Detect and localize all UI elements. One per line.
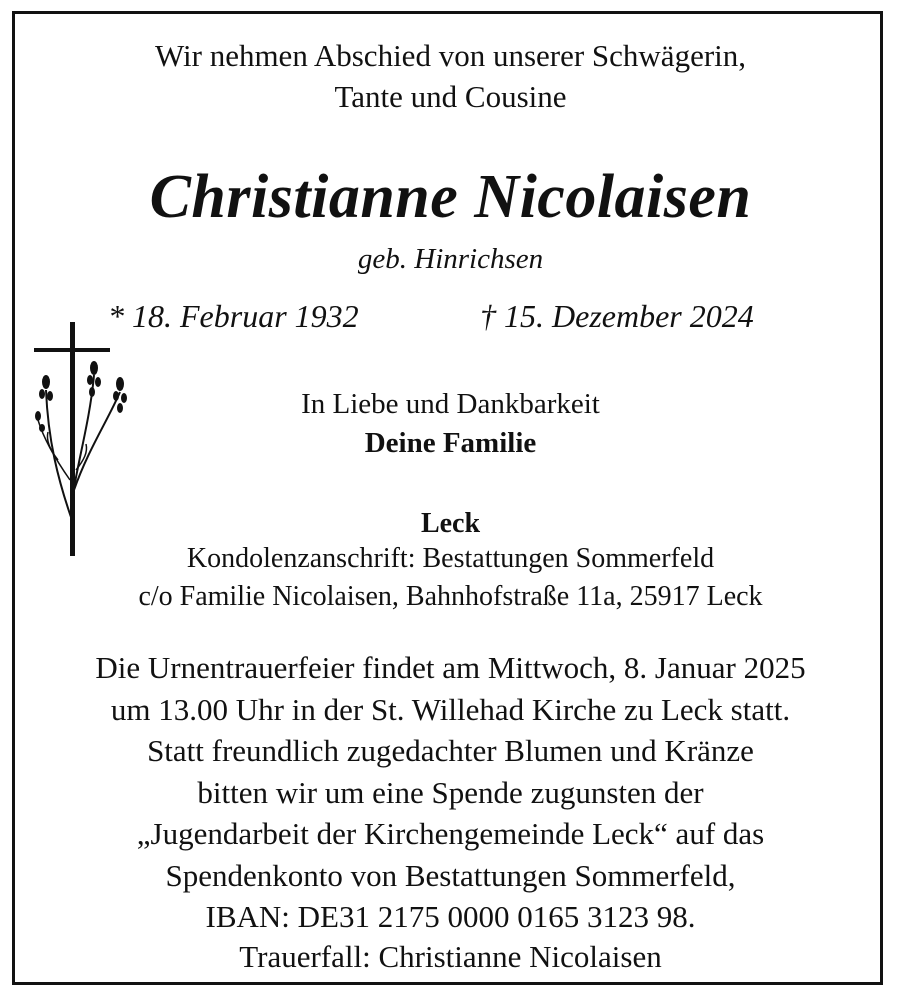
notice-line: IBAN: DE31 2175 0000 0165 3123 98.: [205, 899, 696, 934]
death-date: † 15. Dezember 2024: [480, 298, 754, 334]
maiden-name: geb. Hinrichsen: [357, 243, 544, 275]
closing-line: In Liebe und Dankbarkeit: [301, 388, 600, 420]
intro-line-2: Tante und Cousine: [334, 79, 567, 114]
notice-line: bitten wir um eine Spende zugunsten der: [197, 775, 704, 810]
family-signature: Deine Familie: [364, 427, 537, 459]
notice-line: um 13.00 Uhr in der St. Willehad Kirche zu Leck statt.: [110, 692, 791, 727]
deceased-name: Christianne Nicolaisen: [149, 163, 752, 231]
address-line-1: Kondolenzanschrift: Bestattungen Sommerfeld: [186, 543, 715, 574]
notice-line: Statt freundlich zugedachter Blumen und Kränze: [147, 733, 754, 768]
address-place: Leck: [420, 508, 481, 539]
birth-date: * 18. Februar 1932: [108, 298, 359, 334]
notice-line: Die Urnentrauerfeier findet am Mittwoch, 8. Januar 2025: [95, 650, 806, 685]
notice-line: Trauerfall: Christianne Nicolaisen: [239, 939, 662, 974]
notice-line: Spendenkonto von Bestattungen Sommerfeld,: [165, 858, 736, 893]
address-line-2: c/o Familie Nicolaisen, Bahnhofstraße 11a, 25917 Leck: [138, 581, 763, 612]
intro-line-1: Wir nehmen Abschied von unserer Schwägerin,: [154, 38, 747, 73]
notice-line: „Jugendarbeit der Kirchengemeinde Leck“ auf das: [136, 816, 765, 851]
